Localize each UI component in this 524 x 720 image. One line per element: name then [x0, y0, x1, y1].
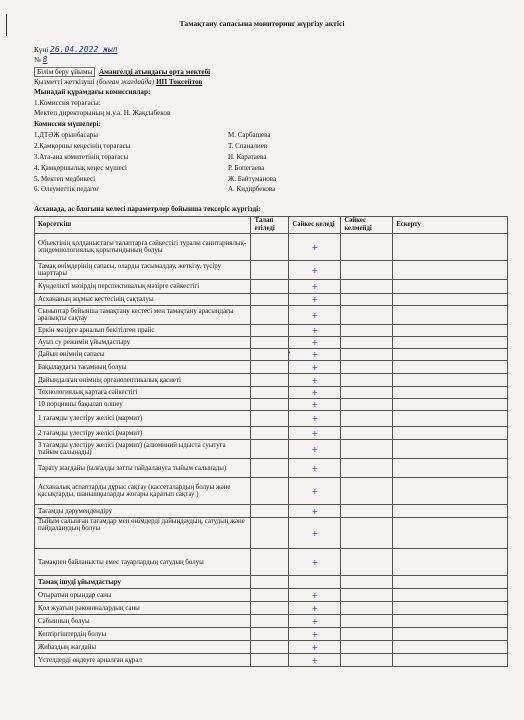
supplier-line [34, 78, 202, 86]
table-row [35, 325, 508, 337]
table-row [35, 411, 508, 427]
compliant-check: + [289, 261, 341, 280]
compliant-check: + [289, 549, 341, 576]
number-value: 8 [42, 55, 48, 64]
table-row [35, 337, 508, 349]
chair-label: 1.Комиссия төрағасы: [34, 99, 101, 107]
row-label: Тыйым салынған тағамдар мен өнімдерді дайындаудың, сатудың және пайдаланудың болуы [35, 518, 251, 549]
row-label: Отыратын орындар саны [35, 589, 251, 602]
table-row [35, 602, 508, 615]
compliant-check: + [289, 374, 341, 387]
row-label: Сабынның болуы [35, 615, 251, 628]
compliant-check: + [289, 589, 341, 602]
table-row [35, 641, 508, 654]
compliant-check: + [289, 411, 341, 427]
row-label: Күнделікті мәзірдің перспективалық мәзірге сәйкестігі [35, 280, 251, 294]
stray-pen-dot: • [287, 349, 292, 357]
table-row [35, 387, 508, 399]
row-label: Сыныптар бойынша тамақтану кестесі мен тамақтану арасындағы аралықты сақтау [35, 306, 251, 325]
member-role: 5. Мектеп медбикесі [34, 175, 96, 183]
compliant-check: + [289, 306, 341, 325]
row-label: Дайындалған өнімнің органолептикалық қасиеті [35, 374, 251, 387]
date-label: Күні [34, 46, 49, 54]
compliant-check: + [289, 294, 341, 306]
section-title: Тамақ ішуді ұйымдастыру [35, 576, 251, 589]
row-label: Дайын өнімнің сапасы [35, 349, 251, 361]
row-label: Бақылаудағы тағамның болуы [35, 361, 251, 374]
member-role: 3.Ата-ана комитетінің төрағасы [34, 153, 129, 161]
compliant-check: + [289, 459, 341, 478]
row-label: Еркін мәзірге арналып бекітілген прайс [35, 325, 251, 337]
member-role: 1.ДТӘЖ орынбасары [34, 131, 98, 139]
compliant-check: + [289, 628, 341, 641]
column-header-required: Талап етіледі [251, 217, 289, 234]
column-header-noncompliant: Сәйкес келмейді [341, 217, 393, 234]
row-label: 1 тағамды үлестіру желісі (мармит) [35, 411, 251, 427]
table-row [35, 234, 508, 261]
compliant-check: + [289, 478, 341, 505]
member-role: 6. Әлеуметтік педагог [34, 185, 100, 193]
row-label: Объектінің қолданыстағы талаптарға сәйкестігі туралы санитариялық-эпидемиологиялық қорытындының болуы [35, 234, 251, 261]
compliant-check: + [289, 427, 341, 440]
table-row [35, 361, 508, 374]
school-line [34, 68, 210, 76]
row-label: Қол жуатын раковиналардың саны [35, 602, 251, 615]
compliant-check: + [289, 505, 341, 518]
compliant-check: + [289, 641, 341, 654]
compliant-check: + [289, 615, 341, 628]
compliant-check: + [289, 325, 341, 337]
table-row [35, 628, 508, 641]
compliant-check: + [289, 337, 341, 349]
school-value: Амангелді атындағы орта мектебі [98, 68, 211, 76]
inspection-heading: Асханада, ас блогына келесі параметрлер бойынша тексеріс жүргізді: [34, 205, 261, 213]
table-row [35, 374, 508, 387]
column-header-compliant: Сәйкес келеді [289, 217, 341, 234]
table-row [35, 549, 508, 576]
table-row [35, 306, 508, 325]
table-header-row [35, 217, 508, 234]
table-row [35, 440, 508, 459]
table-row [35, 261, 508, 280]
chair-value: Мектеп директорының м.у.а. Н. Жақсыбеков [34, 109, 171, 117]
member-name: А. Кидирбекова [228, 185, 276, 193]
member-name: Т. Спаналиев [228, 142, 268, 150]
commission-heading: Мынадай құрамдағы комиссиялар: [34, 88, 151, 96]
compliant-check: + [289, 361, 341, 374]
table-row [35, 399, 508, 411]
compliant-check: + [289, 440, 341, 459]
row-label: Тамақ өнімдерінің сапасы, оларды тасымалдау, жеткізу, түсіру шарттары [35, 261, 251, 280]
table-row [35, 518, 508, 549]
members-heading: Комиссия мүшелері: [34, 120, 101, 128]
supplier-value: ИП Токсейтов [155, 78, 203, 86]
row-label: Технологиялық картаға сәйкестігі [35, 387, 251, 399]
supplier-note: (болған жағдайда) [96, 78, 155, 86]
table-row [35, 294, 508, 306]
compliant-check: + [289, 399, 341, 411]
row-label: Тамақпен байланысты емес тауарлардың сатудың болуы [35, 549, 251, 576]
table-row [35, 459, 508, 478]
document-title: Тамақтану сапасына мониторинг жүргізу актісі [179, 19, 345, 28]
table-row [35, 280, 508, 294]
table-row [35, 349, 508, 361]
school-label: Білім беру ұйымы [34, 67, 95, 77]
supplier-label: Қызметті жеткізуші [34, 78, 95, 86]
row-label: Кептіргіштердің болуы [35, 628, 251, 641]
compliant-check: + [289, 387, 341, 399]
row-label: Жиһаздың жағдайы [35, 641, 251, 654]
table-row [35, 654, 508, 667]
row-label: Асхананың жұмыс кестесінің сақталуы [35, 294, 251, 306]
row-label: Тағамды дәрумендендіру [35, 505, 251, 518]
number-label: № [34, 56, 41, 64]
member-name: Ж. Байтуманова [228, 175, 277, 183]
column-header-indicator: Көрсеткіш [35, 217, 251, 234]
compliant-check: + [289, 234, 341, 261]
member-role: 2.Қамқоршы кеңесінің төрағасы [34, 142, 131, 150]
compliant-check: + [289, 518, 341, 549]
column-header-note: Ескерту [393, 217, 508, 234]
table-row [35, 427, 508, 440]
member-name: Р. Бопегаева [228, 164, 265, 172]
row-label: 3 тағамды үлестіру желісі (мармит) (алюминий ыдыста суытуға тыйым салынады) [35, 440, 251, 459]
row-label: Ауыз су режимін ұйымдастыру [35, 337, 251, 349]
table-row [35, 589, 508, 602]
table-row [35, 505, 508, 518]
row-label: Асханалық аспаптарды дұрыс сақтау (кассеталардың болуы және қасықтарды, шанышқыларды жоғары қаратып сақтау ) [35, 478, 251, 505]
compliant-check: + [289, 280, 341, 294]
date-value: 26.04.2022 жыл [50, 45, 118, 54]
table-row [35, 478, 508, 505]
member-role: 4. Қамқоршылық кеңес мүшесі [34, 164, 127, 172]
row-label: 10 порцияны бақылап өлшеу [35, 399, 251, 411]
row-label: Үстелдерді өңдеуге арналған құрал [35, 654, 251, 667]
member-name: Н. Каратаева [228, 153, 267, 161]
compliant-check: + [289, 654, 341, 667]
date-line [34, 45, 117, 54]
compliant-check: + [289, 602, 341, 615]
row-label: Тарату жағдайы (ылғалды затты пайдалануға тыйым салынады) [35, 459, 251, 478]
row-label: 2 тағамды үлестіру желісі (мармит) [35, 427, 251, 440]
inspection-table [34, 216, 508, 667]
member-name: М. Сарбашева [228, 131, 271, 139]
number-line [34, 55, 47, 64]
compliant-check: + [289, 349, 341, 361]
table-row [35, 615, 508, 628]
section-row [35, 576, 508, 589]
